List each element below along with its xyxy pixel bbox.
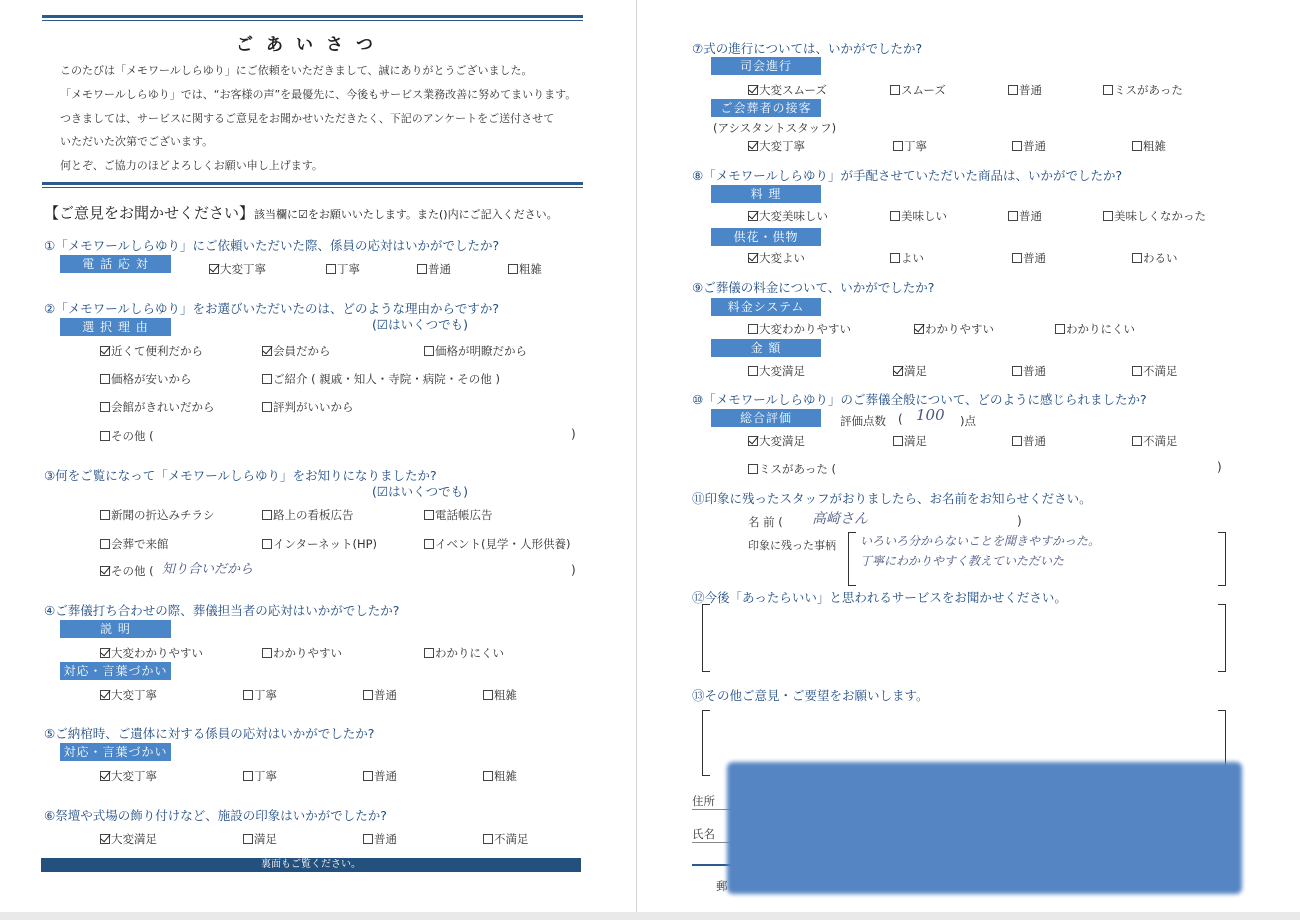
checkbox-checked[interactable] <box>893 366 903 376</box>
option[interactable]: 丁寧 <box>893 138 927 154</box>
greeting-line: このたびは「メモワールしらゆり」にご依頼をいただきまして、誠にありがとうございました。 <box>60 64 533 77</box>
option[interactable]: 丁寧 <box>243 687 277 703</box>
tag-flowers: 供花・供物 <box>711 228 821 246</box>
tag-food: 料 理 <box>711 185 821 203</box>
checkbox[interactable] <box>100 374 110 384</box>
checkbox[interactable] <box>1008 85 1018 95</box>
checkbox[interactable] <box>262 510 272 520</box>
option[interactable]: 普通 <box>363 768 397 784</box>
checkbox-checked[interactable] <box>100 648 110 658</box>
score-close: )点 <box>960 414 976 428</box>
checkbox[interactable] <box>1012 436 1022 446</box>
option[interactable]: 価格が安いから <box>100 371 192 387</box>
checkbox[interactable] <box>100 539 110 549</box>
option[interactable]: ご紹介 ( 親戚・知人・寺院・病院・その他 ) <box>262 371 500 387</box>
checkbox[interactable] <box>1012 253 1022 263</box>
staff-name-label: 名 前 ( <box>748 515 783 529</box>
option[interactable]: 大変満足 <box>748 363 805 379</box>
question-11: ⑪印象に残ったスタッフがおりましたら、お名前をお知らせください。 <box>692 491 1092 506</box>
question-10: ⑩「メモワールしらゆり」のご葬儀全般について、どのように感じられましたか? <box>692 392 1147 407</box>
option[interactable]: 路上の看板広告 <box>262 507 354 523</box>
option[interactable]: 普通 <box>417 261 451 277</box>
page-divider <box>636 0 637 920</box>
checkbox-checked[interactable] <box>100 834 110 844</box>
option[interactable]: 満足 <box>893 433 927 449</box>
question-9: ⑨ご葬儀の料金について、いかがでしたか? <box>692 280 935 295</box>
greeting-line: 何とぞ、ご協力のほどよろしくお願い申し上げます。 <box>60 159 323 172</box>
checkbox-checked[interactable] <box>100 566 110 576</box>
option[interactable]: 丁寧 <box>243 768 277 784</box>
option[interactable]: 新聞の折込みチラシ <box>100 507 215 523</box>
option[interactable]: 粗雑 <box>508 261 542 277</box>
tag-amount: 金 額 <box>711 339 821 357</box>
option[interactable]: 大変丁寧 <box>209 261 266 277</box>
checkbox-checked[interactable] <box>748 141 758 151</box>
impression-label: 印象に残った事柄 <box>748 539 836 552</box>
checkbox[interactable] <box>893 436 903 446</box>
tag-explanation: 説 明 <box>60 620 171 638</box>
tag-manner: 対応・言葉づかい <box>60 662 171 680</box>
greeting-line: いただいた次第でございます。 <box>60 135 214 148</box>
question-8: ⑧「メモワールしらゆり」が手配させていただいた商品は、いかがでしたか? <box>692 168 1123 183</box>
checkbox[interactable] <box>326 264 336 274</box>
checkbox[interactable] <box>262 402 272 412</box>
score-value: 100 <box>916 406 945 424</box>
multi-note: (☑はいくつでも) <box>372 484 468 499</box>
option[interactable]: 評判がいいから <box>262 399 354 415</box>
option[interactable]: 普通 <box>1012 433 1046 449</box>
banner-sub: 該当欄に☑をお願いいたします。また()内にご記入ください。 <box>254 208 558 221</box>
option[interactable]: ミスがあった ( <box>748 461 836 477</box>
multi-note: (☑はいくつでも) <box>372 317 468 332</box>
option[interactable]: 粗雑 <box>483 687 517 703</box>
name-close-paren: ) <box>1017 514 1022 528</box>
checkbox[interactable] <box>748 464 758 474</box>
checkbox[interactable] <box>890 85 900 95</box>
footer-banner: 裏面もご覧ください。 <box>41 858 581 872</box>
checkbox-checked[interactable] <box>748 211 758 221</box>
tag-manner: 対応・言葉づかい <box>60 743 171 761</box>
question-1: ①「メモワールしらゆり」にご依頼いただいた際、係員の応対はいかがでしたか? <box>44 238 500 253</box>
checkbox-checked[interactable] <box>209 264 219 274</box>
option[interactable]: 粗雑 <box>483 768 517 784</box>
option[interactable]: 丁寧 <box>326 261 360 277</box>
bracket-left[interactable] <box>702 604 710 672</box>
option[interactable]: 普通 <box>1008 82 1042 98</box>
checkbox-checked[interactable] <box>914 324 924 334</box>
checkbox[interactable] <box>424 539 434 549</box>
checkbox[interactable] <box>748 324 758 334</box>
checkbox[interactable] <box>243 690 253 700</box>
tag-guest-service: ご会葬者の接客 <box>711 99 821 117</box>
option[interactable]: 普通 <box>1012 138 1046 154</box>
top-rule-thin <box>42 20 583 21</box>
question-4: ④ご葬儀打ち合わせの際、葬儀担当者の応対はいかがでしたか? <box>44 603 400 618</box>
question-7: ⑦式の進行については、いかがでしたか? <box>692 41 923 56</box>
option[interactable]: 満足 <box>243 831 277 847</box>
option[interactable]: 大変丁寧 <box>748 138 805 154</box>
checkbox[interactable] <box>262 539 272 549</box>
checkbox-checked[interactable] <box>100 771 110 781</box>
question-5: ⑤ご納棺時、ご遺体に対する係員の応対はいかがでしたか? <box>44 726 375 741</box>
checkbox[interactable] <box>1132 366 1142 376</box>
option[interactable]: 不満足 <box>1132 433 1178 449</box>
checkbox[interactable] <box>483 771 493 781</box>
checkbox[interactable] <box>1012 366 1022 376</box>
checkbox[interactable] <box>100 402 110 412</box>
option[interactable]: 大変丁寧 <box>100 768 157 784</box>
checkbox[interactable] <box>483 690 493 700</box>
option[interactable]: 大変わかりやすい <box>748 321 851 337</box>
checkbox[interactable] <box>243 834 253 844</box>
option[interactable]: 大変わかりやすい <box>100 645 203 661</box>
checkbox-checked[interactable] <box>748 436 758 446</box>
checkbox-checked[interactable] <box>100 346 110 356</box>
option[interactable]: 普通 <box>363 687 397 703</box>
tag-mc: 司会進行 <box>711 57 821 75</box>
option[interactable]: スムーズ <box>890 82 946 98</box>
name-underline <box>692 842 732 843</box>
option[interactable]: 不満足 <box>1132 363 1178 379</box>
option[interactable]: よい <box>890 250 924 266</box>
section-banner <box>44 202 558 223</box>
option[interactable]: 満足 <box>893 363 927 379</box>
greeting-title: ごあいさつ <box>236 35 386 55</box>
close-paren: ) <box>571 563 576 577</box>
impression-line: 丁寧にわかりやすく教えていただいた <box>860 554 1065 568</box>
checkbox[interactable] <box>1132 141 1142 151</box>
checkbox[interactable] <box>1132 253 1142 263</box>
close-paren: ) <box>571 427 576 441</box>
checkbox-checked[interactable] <box>262 346 272 356</box>
option[interactable]: その他 ( <box>100 563 154 579</box>
handwritten-other: 知り合いだから <box>162 562 254 577</box>
checkbox-checked[interactable] <box>748 85 758 95</box>
address-label: 住所 <box>692 794 715 808</box>
option[interactable]: わかりにくい <box>424 645 504 661</box>
checkbox[interactable] <box>363 834 373 844</box>
question-3: ③何をご覧になって「メモワールしらゆり」をお知りになりましたか? <box>44 468 437 483</box>
checkbox[interactable] <box>262 648 272 658</box>
checkbox[interactable] <box>363 771 373 781</box>
checkbox[interactable] <box>100 431 110 441</box>
checkbox[interactable] <box>893 141 903 151</box>
checkbox[interactable] <box>262 374 272 384</box>
option[interactable]: イベント(見学・人形供養) <box>424 536 570 552</box>
option[interactable]: 不満足 <box>483 831 529 847</box>
close-paren: ) <box>1217 460 1222 474</box>
checkbox[interactable] <box>243 771 253 781</box>
checkbox[interactable] <box>1012 141 1022 151</box>
option[interactable]: 大変よい <box>748 250 805 266</box>
option[interactable]: ミスがあった <box>1103 82 1183 98</box>
option[interactable]: わかりにくい <box>1055 321 1135 337</box>
postal-label: 郵 <box>716 879 728 893</box>
option[interactable]: 粗雑 <box>1132 138 1166 154</box>
option[interactable]: 価格が明瞭だから <box>424 343 527 359</box>
checkbox[interactable] <box>424 648 434 658</box>
bracket-right <box>1218 532 1226 586</box>
option[interactable]: 近くて便利だから <box>100 343 203 359</box>
checkbox[interactable] <box>1008 211 1018 221</box>
checkbox[interactable] <box>417 264 427 274</box>
option[interactable]: 美味しくなかった <box>1103 208 1206 224</box>
checkbox[interactable] <box>483 834 493 844</box>
checkbox[interactable] <box>748 366 758 376</box>
option[interactable]: 会員だから <box>262 343 331 359</box>
option[interactable]: 美味しい <box>890 208 947 224</box>
score-open: ( <box>898 412 903 426</box>
checkbox[interactable] <box>1132 436 1142 446</box>
checkbox-checked[interactable] <box>100 690 110 700</box>
greeting-line: 「メモワールしらゆり」では、“お客様の声”を最優先に、今後もサービス業務改善に努めてまいります。 <box>60 88 577 101</box>
option[interactable]: その他 ( <box>100 428 154 444</box>
score-label: 評価点数 <box>840 414 886 428</box>
option[interactable]: 大変美味しい <box>748 208 828 224</box>
checkbox[interactable] <box>508 264 518 274</box>
question-2: ②「メモワールしらゆり」をお選びいただいたのは、どのような理由からですか? <box>44 301 499 316</box>
top-rule <box>42 15 583 18</box>
option[interactable]: わかりやすい <box>914 321 994 337</box>
option[interactable]: インターネット(HP) <box>262 536 377 552</box>
staff-name-value: 高崎さん <box>812 511 868 527</box>
option[interactable]: 電話帳広告 <box>424 507 493 523</box>
tag-fee-system: 料金システム <box>711 298 821 316</box>
bracket-right <box>1218 604 1226 672</box>
address-underline <box>692 809 732 810</box>
option[interactable]: 大変満足 <box>748 433 805 449</box>
assistant-staff-note: (アシスタントスタッフ) <box>713 121 837 135</box>
option[interactable]: 大変スムーズ <box>748 82 827 98</box>
checkbox[interactable] <box>100 510 110 520</box>
question-6: ⑥祭壇や式場の飾り付けなど、施設の印象はいかがでしたか? <box>44 808 387 823</box>
greeting-line: つきましては、サービスに関するご意見をお聞かせいただきたく、下記のアンケートをご送付させて <box>60 112 555 125</box>
option[interactable]: わかりやすい <box>262 645 342 661</box>
scan-edge <box>0 912 1300 920</box>
checkbox[interactable] <box>1103 85 1113 95</box>
bracket-left <box>848 532 856 586</box>
option[interactable]: 普通 <box>1012 363 1046 379</box>
question-12: ⑫今後「あったらいい」と思われるサービスをお聞かせください。 <box>692 590 1067 605</box>
question-13: ⑬その他ご意見・ご要望をお願いします。 <box>692 688 929 703</box>
option[interactable]: 大変満足 <box>100 831 157 847</box>
option[interactable]: 会葬で来館 <box>100 536 169 552</box>
option[interactable]: 会館がきれいだから <box>100 399 215 415</box>
checkbox[interactable] <box>890 253 900 263</box>
tag-phone: 電 話 応 対 <box>60 255 171 273</box>
mid-rule <box>42 182 583 185</box>
redaction-block <box>727 762 1242 894</box>
checkbox[interactable] <box>363 690 373 700</box>
checkbox[interactable] <box>424 346 434 356</box>
tag-reason: 選 択 理 由 <box>60 318 171 336</box>
option[interactable]: 大変丁寧 <box>100 687 157 703</box>
option[interactable]: 普通 <box>1012 250 1046 266</box>
footer-rule <box>692 864 732 866</box>
option[interactable]: 普通 <box>1008 208 1042 224</box>
impression-line: いろいろ分からないことを聞きやすかった。 <box>860 534 1101 548</box>
checkbox[interactable] <box>890 211 900 221</box>
checkbox-checked[interactable] <box>748 253 758 263</box>
checkbox[interactable] <box>1103 211 1113 221</box>
checkbox[interactable] <box>424 510 434 520</box>
name-label: 氏名 <box>692 827 715 841</box>
option[interactable]: わるい <box>1132 250 1178 266</box>
banner-main: 【ご意見をお聞かせください】 <box>44 204 255 222</box>
checkbox[interactable] <box>1055 324 1065 334</box>
tag-overall: 総合評価 <box>711 409 821 427</box>
mid-rule-thin <box>42 187 583 188</box>
option[interactable]: 普通 <box>363 831 397 847</box>
bracket-left[interactable] <box>702 710 710 776</box>
